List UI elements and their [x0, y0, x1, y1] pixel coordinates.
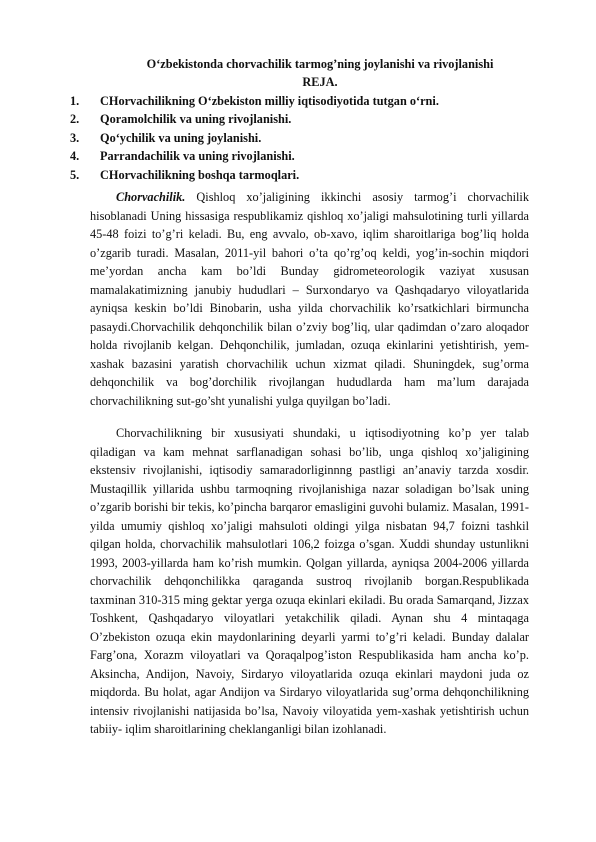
paragraph-body: Qishloq xo’jaligining ikkinchi asosiy tarmog’i chorvachilik hisoblanadi Uning hissasiga respublikamiz qishloq xo’jaligi mahsulotining turli yillarda 45-48 foizi to’g’ri keladi. Bu, eng avvalo, ob-xavo, iqlim sharoitlariga bog’liq holda o’zgarib turadi. Masalan, 2011-yil bahori o’ta qo’rg’oq keldi, yog’in-sochin miqdori me’yordan ancha kam bo’ldi Bunday gidrometeorologik vaziyat xususan mamalakatimizning janubiy hududlari – Surxondaryo va Qashqadaryo viloyatlarida ayniqsa keskin bo’ldi Binobarin, usha yilda chorvachilik ko’rsatkichlari birmuncha pasaydi.Chorvachilik dehqonchilik bilan o’zviy bog’liq, ular qadimdan o’zaro aloqador holda rivojlanib kelgan. Dehqonchilik, jumladan, ozuqa ekinlarini yetishtirish, yem-xashak bazasini yaratish chorvachilik uchun xizmat qiladi. Shuningdek, sug’orma dehqonchilik va bog’dorchilik rivojlangan hududlarda ham ma’lum darajada chorvachilikning sut-go’sht yunalishi yulga quyilgan bo’ladi. [90, 190, 529, 408]
plan-item-text: CHorvachilikning O‘zbekiston milliy iqtisodiyotida tutgan o‘rni. [100, 94, 439, 108]
plan-item-text: CHorvachilikning boshqa tarmoqlari. [100, 167, 300, 182]
plan-list [70, 92, 550, 184]
plan-item [70, 147, 550, 165]
plan-item-number: 5. [70, 167, 80, 182]
plan-item-number: 1. [70, 94, 80, 108]
plan-item-number: 4. [70, 149, 80, 164]
plan-item-number: 3. [70, 130, 80, 145]
paragraph-lead: Chorvachilik. [116, 190, 186, 204]
plan-item [70, 92, 550, 110]
plan-item [70, 110, 550, 128]
paragraph-chorvachilik [90, 188, 529, 410]
plan-item-text: Parrandachilik va uning rivojlanishi. [100, 149, 295, 164]
document-title: O‘zbekistonda chorvachilik tarmog’ning joylanishi va rivojlanishi [146, 57, 494, 71]
plan-item-text: Qoramolchilik va uning rivojlanishi. [100, 112, 292, 127]
paragraph-xususiyat: Chorvachilikning bir xususiyati shundaki, u iqtisodiyotning ko’p yer talab qiladigan va kam mehnat sarflanadigan sohasi bo’lib, unga qishloq xo’jaligining ekstensiv rivojlanishi, iqtisodiy samaradorliginnng pastligi an’anaviy tarzda xosdir. Mustaqillik yillarida ushbu tarmoqning rivojlanishiga nazar soladigan bo’lsak uning o’zgarib borishi bir tekis, ko’pincha barqaror emasligini guvohi bulamiz. Masalan, 1991-yilda umumiy qishloq xo’jaligi mahsuloti oldingi yilga nisbatan 94,7 foizni tashkil qilgan holda, chorvachilik mahsulotlari 106,2 foizga o’sgan. Xuddi shunday ustunlikni 1993, 2003-yillarda ham ko’rish mumkin. Qolgan yillarda, ayniqsa 2004-2006 yillarda chorvachilik dehqonchilikka qaraganda sustroq rivojlanib borgan.Respublikada taxminan 310-315 ming gektar yerga ozuqa ekinlari ekiladi. Bu orada Samarqand, Jizzax Toshkent, Qashqadaryo viloyatlari yetakchilik qiladi. Aynan shu 4 mintaqaga O’zbekiston ozuqa ekin maydonlarining deyarli yarmi to’g’ri keladi. Bunday dalalar Farg’ona, Xorazm viloyatlari va Qoraqalpog’iston Respublikasida ham ancha ko’p. Aksincha, Andijon, Navoiy, Sirdaryo viloyatlarida ozuqa ekinlari maydoni juda oz miqdorda. Bu holat, agar Andijon va Sirdaryo viloyatlarida sug’orma dehqonchilikning intensiv rivojlanishi natijasida bo’lsa, Navoiy viloyatida yem-xashak yetishtirish uchun tabiiy- iqlim sharoitlarining cheklanganligi bilan izohlanadi. [90, 426, 529, 736]
plan-heading: REJA. [302, 75, 338, 89]
plan-item [70, 129, 550, 147]
plan-item-text: Qo‘ychilik va uning joylanishi. [100, 130, 262, 145]
plan-item-number: 2. [70, 112, 80, 127]
plan-item [70, 166, 550, 184]
